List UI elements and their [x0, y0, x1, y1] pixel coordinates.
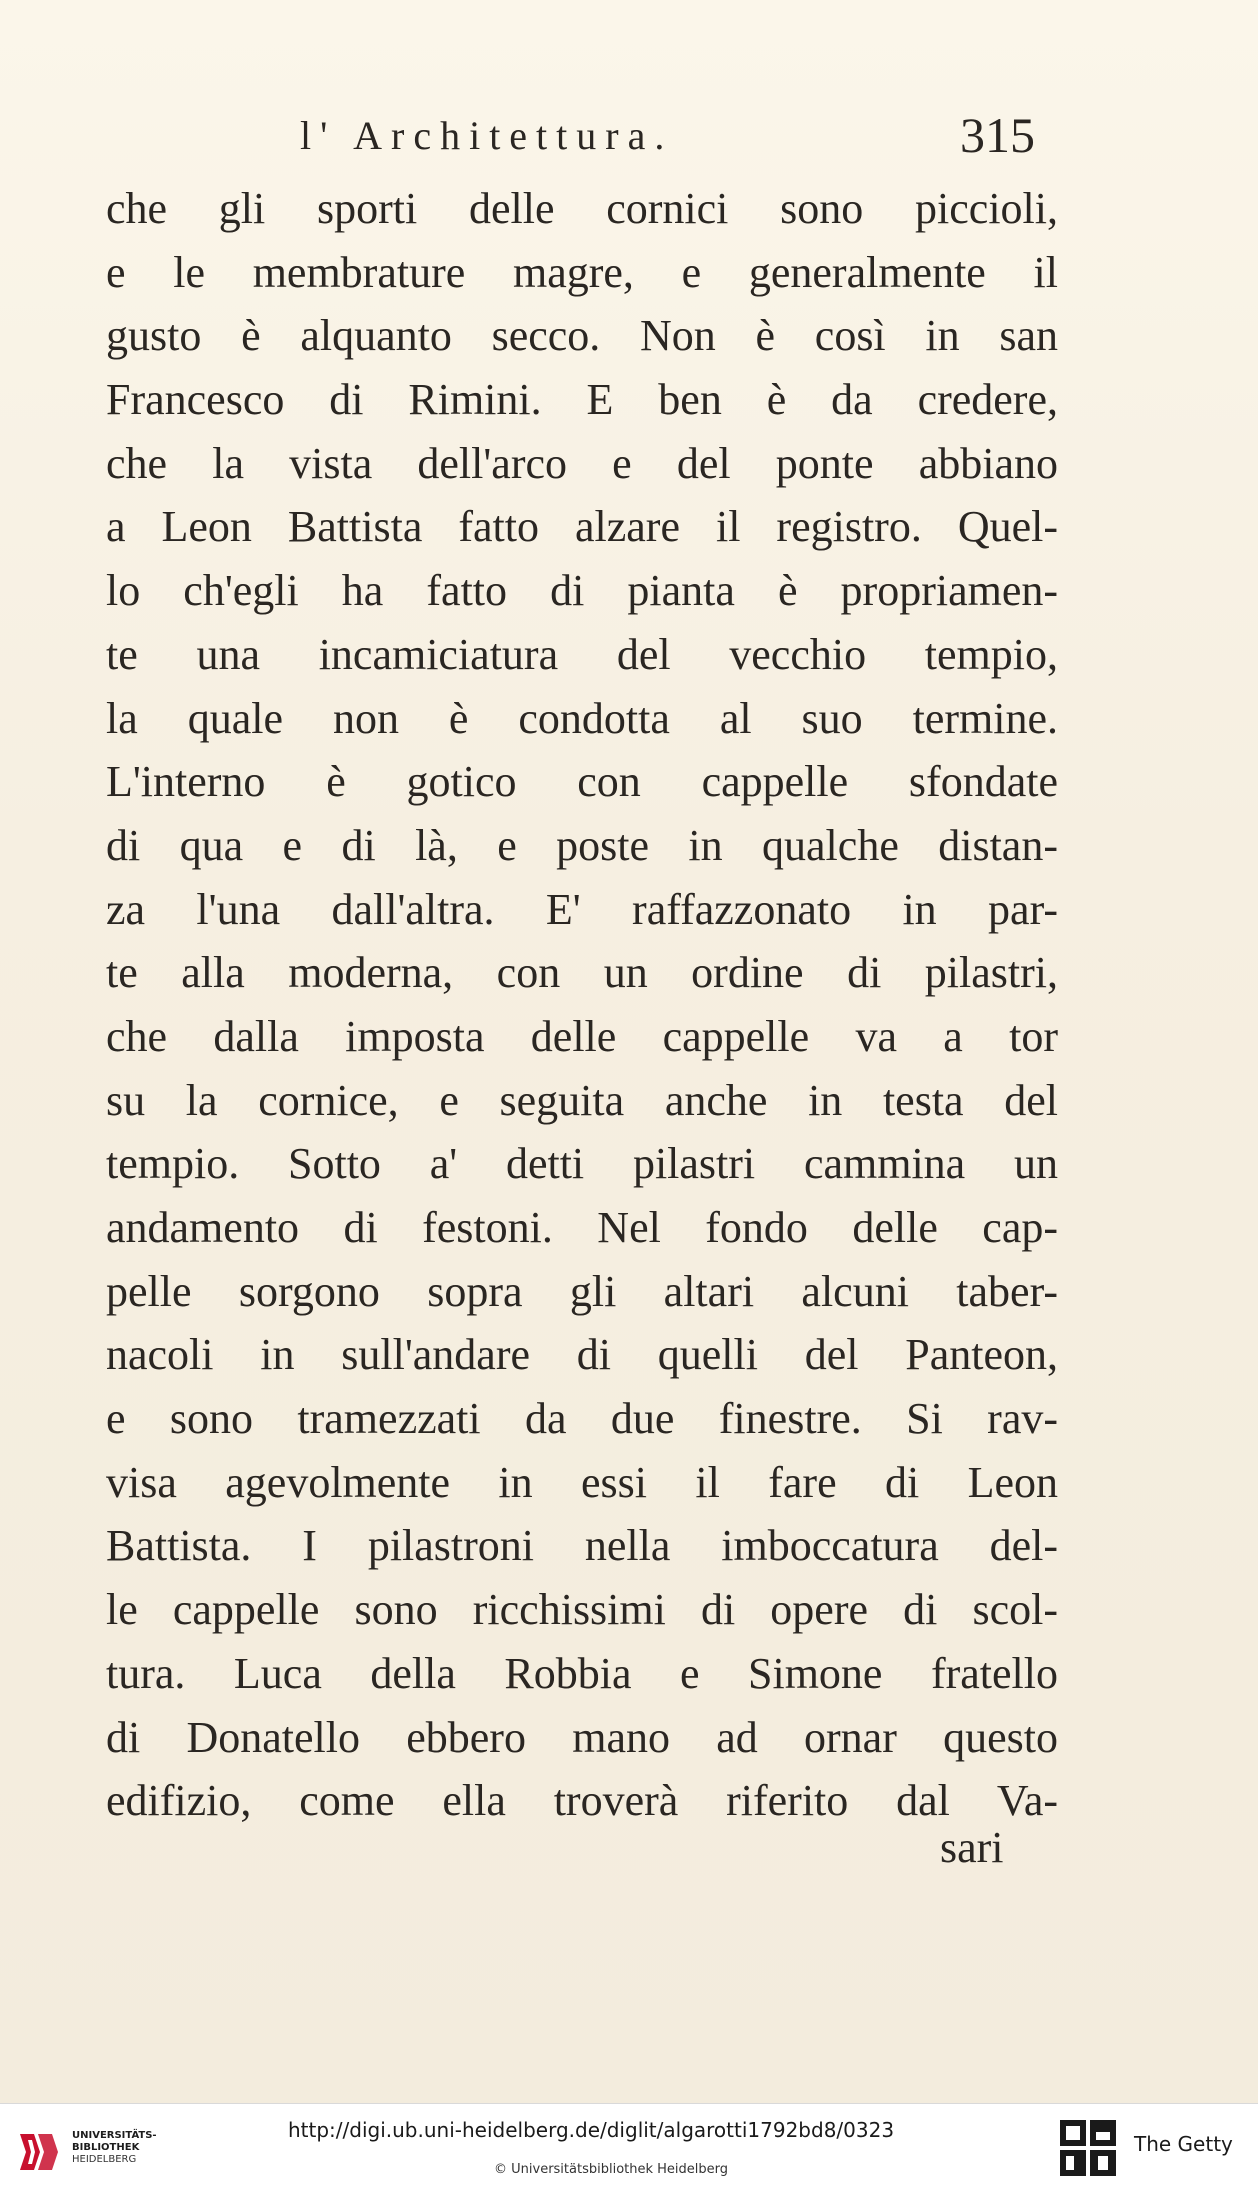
ub-name-line3: HEIDELBERG [72, 2154, 137, 2165]
text-line: che gli sporti delle cornici sono piccioli, [106, 184, 1058, 233]
text-line: lo ch'egli ha fatto di pianta è propriamen- [106, 566, 1058, 616]
permalink-url[interactable]: http://digi.ub.uni-heidelberg.de/diglit/algarotti1792bd8/0323 [288, 2118, 895, 2142]
getty-logo-icon[interactable] [1058, 2118, 1118, 2178]
viewer-footer [0, 2103, 1258, 2193]
text-line: pelle sorgono sopra gli altari alcuni taber- [106, 1266, 1058, 1316]
page-number: 315 [960, 107, 1035, 163]
ub-name-line2: BIBLIOTHEK [72, 2142, 140, 2153]
text-line: e sono tramezzati da due finestre. Si rav- [106, 1394, 1058, 1444]
text-line: andamento di festoni. Nel fondo delle cap- [106, 1203, 1058, 1252]
university-library-logo[interactable] [14, 2122, 174, 2178]
text-line: che la vista dell'arco e del ponte abbiano [106, 438, 1058, 488]
text-line: la quale non è condotta al suo termine. [106, 693, 1058, 743]
text-line: tura. Luca della Robbia e Simone fratello [106, 1648, 1058, 1698]
running-head: l' Architettura. [300, 113, 674, 158]
page-header [0, 107, 1258, 168]
text-line: nacoli in sull'andare di quelli del Panteon, [106, 1330, 1058, 1380]
ub-wordmark [72, 2130, 157, 2166]
text-line: gusto è alquanto secco. Non è così in san [106, 311, 1058, 361]
text-line: za l'una dall'altra. E' raffazzonato in par- [106, 884, 1058, 934]
text-line: e le membrature magre, e generalmente il [106, 247, 1058, 297]
ub-emblem-icon [14, 2126, 64, 2176]
text-line: a Leon Battista fatto alzare il registro. Quel- [106, 502, 1058, 552]
text-line: di Donatello ebbero mano ad ornar questo [106, 1712, 1058, 1762]
ub-name-line1: UNIVERSITÄTS- [72, 2130, 157, 2141]
copyright-notice: © Universitätsbibliothek Heidelberg [494, 2162, 729, 2177]
text-line: le cappelle sono ricchissimi di opere di scol- [106, 1585, 1058, 1635]
text-line: su la cornice, e seguita anche in testa del [106, 1075, 1058, 1125]
text-line: che dalla imposta delle cappelle va a tor [106, 1011, 1058, 1061]
text-line: tempio. Sotto a' detti pilastri cammina un [106, 1139, 1058, 1189]
catchword: sari [940, 1823, 1004, 1872]
text-line: te alla moderna, con un ordine di pilastri, [106, 948, 1058, 998]
partner-name[interactable]: The Getty [1134, 2132, 1233, 2156]
text-line: di qua e di là, e poste in qualche distan- [106, 820, 1058, 870]
body-text [106, 177, 1058, 1833]
text-line: visa agevolmente in essi il fare di Leon [106, 1457, 1058, 1507]
text-line: Battista. I pilastroni nella imboccatura del- [106, 1521, 1058, 1571]
text-line: L'interno è gotico con cappelle sfondate [106, 757, 1058, 807]
text-line: Francesco di Rimini. E ben è da credere, [106, 375, 1058, 425]
text-line: edifizio, come ella troverà riferito dal Va- [106, 1776, 1058, 1826]
text-line: te una incamiciatura del vecchio tempio, [106, 629, 1058, 679]
